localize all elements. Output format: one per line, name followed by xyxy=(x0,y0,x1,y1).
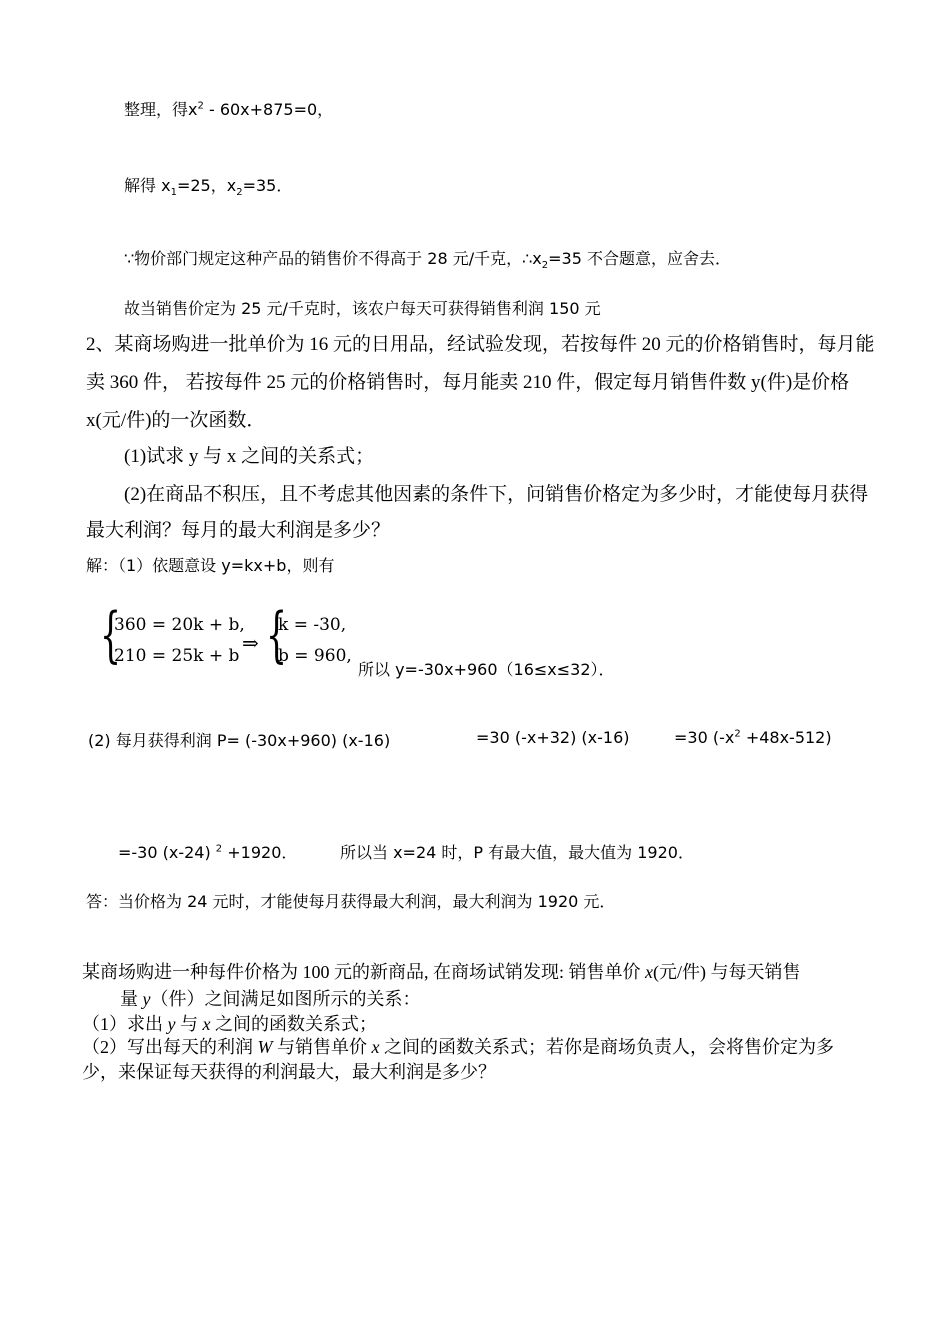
solution-part-2-step-1: =30 (-x+32) (x-16) xyxy=(476,728,630,747)
text: - 60x+875=0， xyxy=(208,100,334,119)
text: 之间的函数关系式；若你是商场负责人，会将售价定为多 xyxy=(379,1037,834,1057)
text: +48x-512) xyxy=(745,728,832,747)
text: =-30 (x-24) xyxy=(118,843,216,862)
var-w: W xyxy=(257,1037,273,1057)
solution-vertex-form xyxy=(118,840,297,863)
var-x: x xyxy=(645,962,653,982)
superscript: 2 xyxy=(197,100,204,112)
superscript: 2 xyxy=(734,728,741,740)
problem-3-line-2 xyxy=(120,985,421,1011)
right-brace-icon: { xyxy=(266,600,288,670)
text: (元/件) 与每天销售 xyxy=(653,962,801,982)
solution-maximum: 所以当 x=24 时，P 有最大值，最大值为 1920． xyxy=(340,843,694,862)
question-2-line-1: (2)在商品不积压，且不考虑其他因素的条件下，问销售价格定为多少时，才能使每月获得 xyxy=(124,484,869,505)
text: 量 xyxy=(120,989,143,1009)
system-right-line-2: b = 960, xyxy=(278,646,352,666)
text: 某商场购进一种每件价格为 100 元的新商品, 在商场试销发现: 销售单价 xyxy=(82,962,645,982)
text: =35 不合题意，应舍去． xyxy=(548,249,731,268)
text: ∵物价部门规定这种产品的销售价不得高于 28 元/千克，∴x xyxy=(124,249,542,268)
text: 之间的函数关系式； xyxy=(210,1014,377,1034)
var-y: y xyxy=(167,1014,176,1034)
problem-2-line-2: 卖 360 件， 若按每件 25 元的价格销售时，每月能卖 210 件，假定每月销售件数 y(件)是价格 xyxy=(86,372,850,393)
text: =35． xyxy=(242,176,293,195)
text: 与 xyxy=(175,1014,203,1034)
left-brace-icon: { xyxy=(100,600,122,670)
line-conclusion: 故当销售价定为 25 元/千克时，该农户每天可获得销售利润 150 元 xyxy=(124,299,601,318)
text: +1920． xyxy=(227,843,298,862)
system-left-line-2: 210 = 25k + b xyxy=(114,646,240,666)
problem-3-line-1 xyxy=(82,958,801,984)
text: 与销售单价 xyxy=(272,1037,372,1057)
problem-3-question-2-line-1 xyxy=(82,1033,834,1059)
text: 解得 x xyxy=(124,176,171,195)
text: （2）写出每天的利润 xyxy=(82,1037,258,1057)
var-y: y xyxy=(142,989,151,1009)
answer: 答：当价格为 24 元时，才能使每月获得最大利润，最大利润为 1920 元． xyxy=(86,892,616,911)
solution-part-2-step-2 xyxy=(674,728,832,747)
system-result: 所以 y=-30x+960（16≤x≤32）． xyxy=(358,660,615,679)
line-price-constraint xyxy=(124,246,731,272)
problem-2-line-1: 2、某商场购进一批单价为 16 元的日用品，经试验发现，若按每件 20 元的价格销售时，每月能 xyxy=(86,334,875,355)
subscript: 2 xyxy=(236,187,243,199)
line-equation-simplify xyxy=(124,97,333,120)
line-solution-roots xyxy=(124,173,293,199)
text: 整理，得x xyxy=(124,100,198,119)
subscript: 1 xyxy=(170,187,177,199)
problem-2-line-3: x(元/件)的一次函数． xyxy=(86,410,266,431)
solution-part-1-intro: 解：（1）依题意设 y=kx+b，则有 xyxy=(86,556,335,575)
system-left-line-1: 360 = 20k + b, xyxy=(114,615,245,635)
superscript: 2 xyxy=(215,843,223,855)
question-2-line-2: 最大利润？每月的最大利润是多少？ xyxy=(86,520,391,541)
text: （件）之间满足如图所示的关系： xyxy=(150,989,421,1009)
text: =30 (-x xyxy=(674,728,735,747)
implies-arrow: ⇒ xyxy=(242,631,259,655)
subscript: 2 xyxy=(541,260,549,272)
text: =25，x xyxy=(176,176,237,195)
text: （1）求出 xyxy=(82,1014,168,1034)
var-x: x xyxy=(371,1037,380,1057)
var-x: x xyxy=(202,1014,211,1034)
problem-3-question-2-line-2: 少，来保证每天获得的利润最大，最大利润是多少？ xyxy=(82,1062,496,1082)
equation-system xyxy=(100,600,620,685)
system-right-line-1: k = -30, xyxy=(278,615,347,635)
question-1: (1)试求 y 与 x 之间的关系式； xyxy=(124,446,375,467)
solution-part-2-profit: (2) 每月获得利润 P= (-30x+960) (x-16) xyxy=(88,731,391,750)
